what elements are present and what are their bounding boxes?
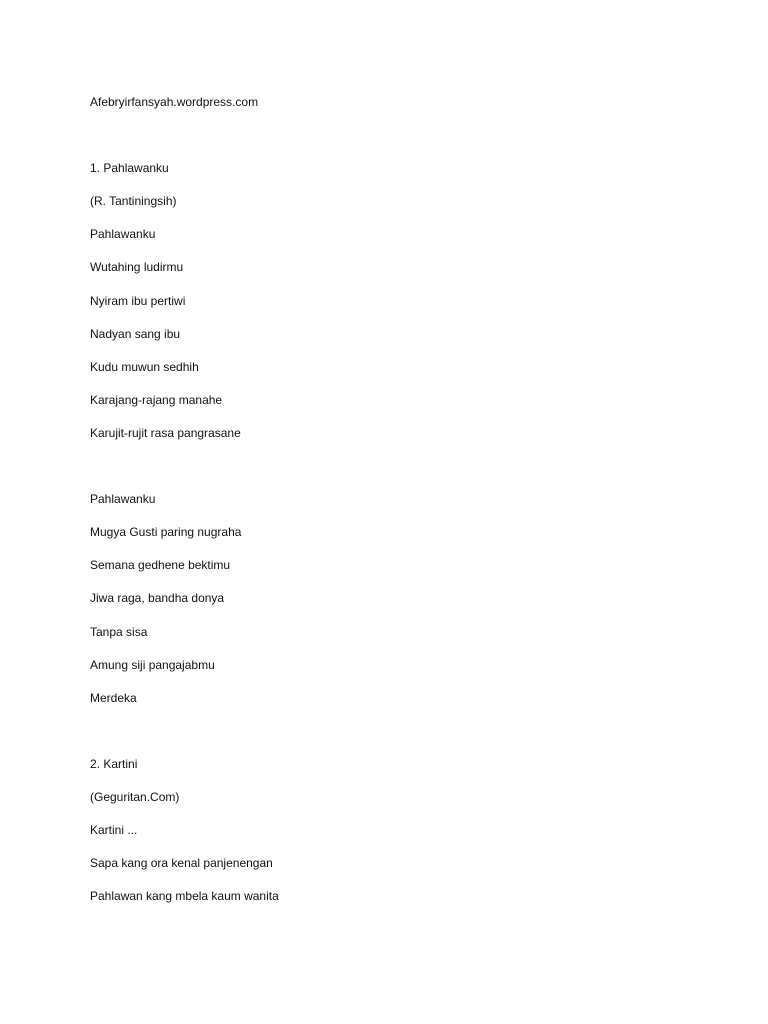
poem-line: Jiwa raga, bandha donya [90, 591, 225, 606]
poem-line: Amung siji pangajabmu [90, 657, 215, 672]
poem-2-author: (Geguritan.Com) [90, 789, 180, 804]
poem-line: Pahlawanku [90, 227, 156, 242]
poem-2-title: 2. Kartini [90, 756, 138, 771]
document-body [90, 92, 730, 919]
poem-1-title: 1. Pahlawanku [90, 161, 169, 176]
poem-line: Karujit-rujit rasa pangrasane [90, 425, 241, 440]
poem-line: Nadyan sang ibu [90, 326, 181, 341]
poem-1-author: (R. Tantiningsih) [90, 194, 177, 209]
blank-line [90, 721, 730, 754]
poem-line: Mugya Gusti paring nugraha [90, 525, 242, 540]
poem-line: Pahlawan kang mbela kaum wanita [90, 889, 279, 904]
site-name: Afebryirfansyah.wordpress.com [90, 95, 259, 109]
poem-line: Kartini ... [90, 823, 138, 838]
poem-line: Wutahing ludirmu [90, 260, 184, 275]
poem-line: Merdeka [90, 690, 137, 705]
poem-line: Nyiram ibu pertiwi [90, 293, 186, 308]
poem-line: Sapa kang ora kenal panjenengan [90, 856, 273, 871]
blank-line [90, 125, 730, 158]
poem-line: Karajang-rajang manahe [90, 392, 223, 407]
blank-line [90, 456, 730, 489]
poem-line: Semana gedhene bektimu [90, 558, 231, 573]
poem-line: Kudu muwun sedhih [90, 359, 199, 374]
poem-line: Pahlawanku [90, 492, 156, 507]
poem-line: Tanpa sisa [90, 624, 148, 639]
